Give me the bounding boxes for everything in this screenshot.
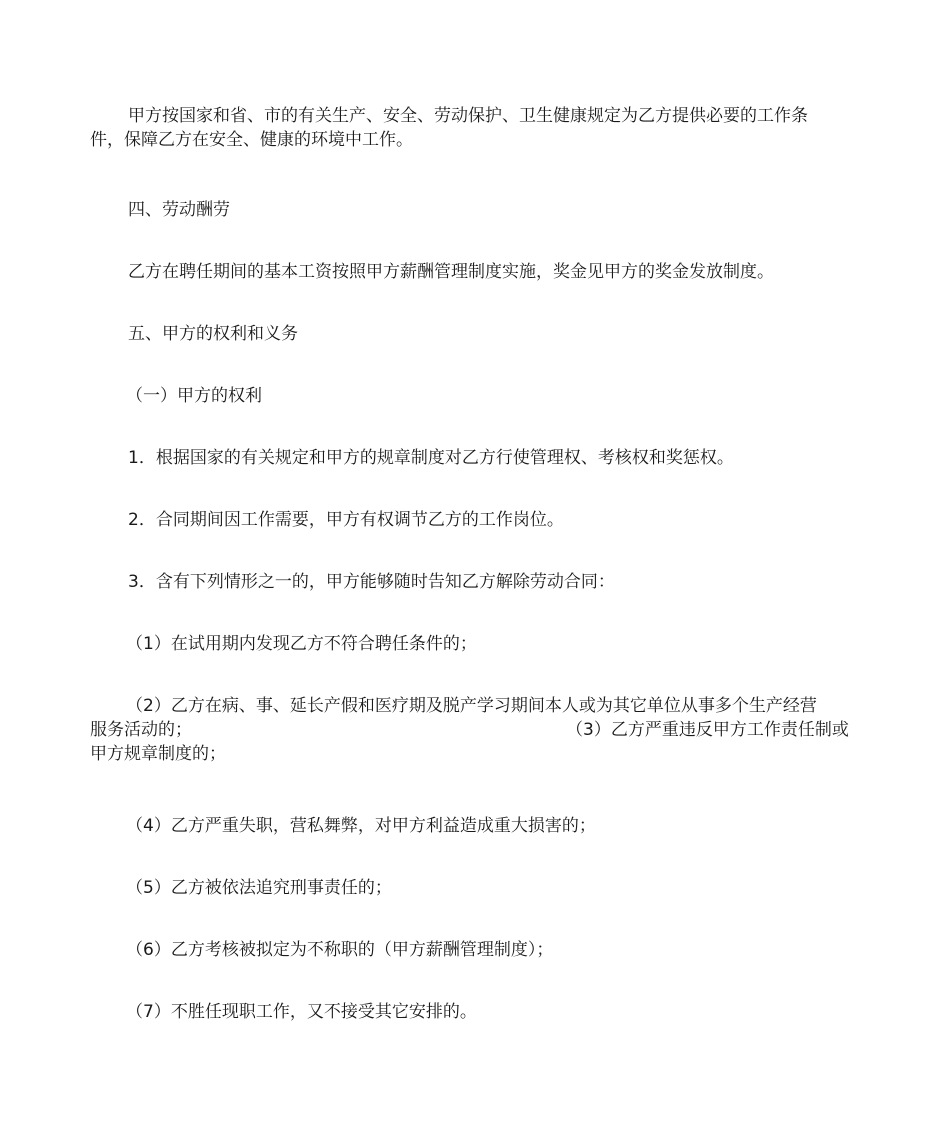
subsection-heading-party-a-rights: （一）甲方的权利 — [126, 386, 262, 406]
section-heading-party-a-rights-duties: 五、甲方的权利和义务 — [128, 324, 298, 344]
list-item-1: 1．根据国家的有关规定和甲方的规章制度对乙方行使管理权、考核权和奖惩权。 — [128, 448, 734, 468]
sub-item-5: （5）乙方被依法追究刑事责任的； — [126, 878, 392, 898]
list-item-2: 2．合同期间因工作需要，甲方有权调节乙方的工作岗位。 — [128, 510, 564, 530]
sub-item-4: （4）乙方严重失职，营私舞弊，对甲方利益造成重大损害的； — [126, 816, 596, 836]
paragraph-salary: 乙方在聘任期间的基本工资按照甲方薪酬管理制度实施，奖金见甲方的奖金发放制度。 — [128, 262, 774, 282]
sub-item-6: （6）乙方考核被拟定为不称职的（甲方薪酬管理制度）； — [126, 940, 554, 960]
section-heading-compensation: 四、劳动酬劳 — [128, 200, 230, 220]
paragraph-line: 件，保障乙方在安全、健康的环境中工作。 — [90, 130, 413, 150]
list-item-3: 3．含有下列情形之一的，甲方能够随时告知乙方解除劳动合同： — [128, 572, 615, 592]
paragraph-line: （2）乙方在病、事、延长产假和医疗期及脱产学习期间本人或为其它单位从事多个生产经营 — [126, 696, 817, 716]
paragraph-work-conditions — [90, 104, 865, 152]
sub-item-7: （7）不胜任现职工作，又不接受其它安排的。 — [126, 1002, 477, 1022]
sub-item-2-and-3 — [90, 694, 865, 766]
paragraph-line: 甲方按国家和省、市的有关生产、安全、劳动保护、卫生健康规定为乙方提供必要的工作条 — [128, 106, 808, 126]
sub-item-1: （1）在试用期内发现乙方不符合聘任条件的； — [126, 634, 477, 654]
paragraph-line: 服务活动的； （3）乙方严重违反甲方工作责任制或 — [90, 720, 849, 740]
paragraph-line: 甲方规章制度的； — [90, 744, 226, 764]
